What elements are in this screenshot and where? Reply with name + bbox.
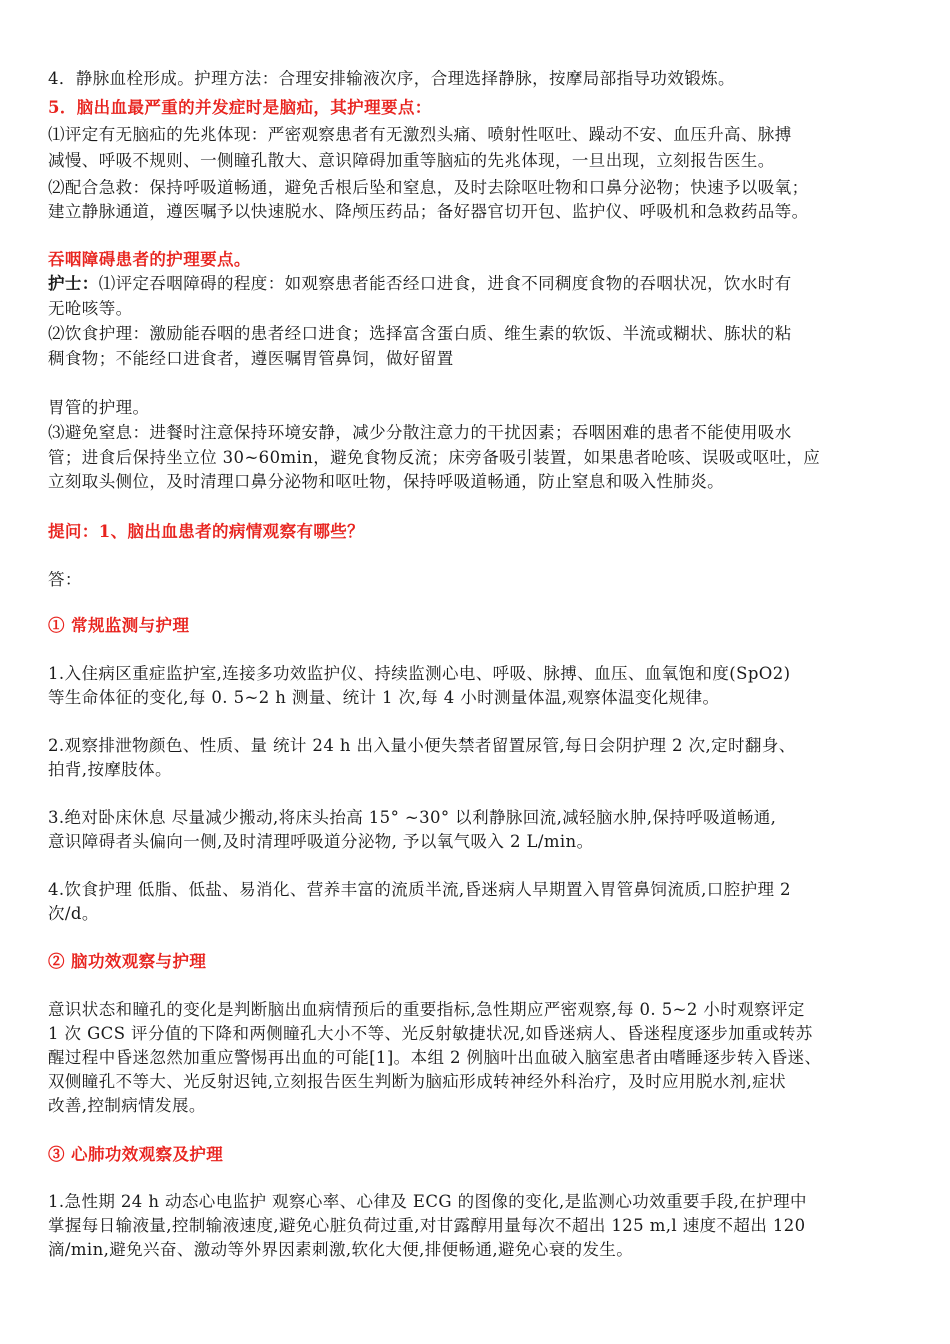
text-line: 减慢、呼吸不规则、一侧瞳孔散大、意识障碍加重等脑疝的先兆体现，一旦出现，立刻报告医生。 [48, 151, 775, 170]
text-line: 1.入住病区重症监护室,连接多功效监护仪、持续监测心电、呼吸、脉搏、血压、血氧饱和度(SpO2) [48, 664, 791, 683]
text-line: 意识障碍者头偏向一侧,及时清理呼吸道分泌物, 予以氧气吸入 2 L/min。 [48, 832, 594, 851]
text-line: ⑵配合急救：保持呼吸道畅通，避免舌根后坠和窒息，及时去除呕吐物和口鼻分泌物；快速予以吸氧； [48, 178, 809, 197]
text-line: 2.观察排泄物颜色、性质、量 统计 24 h 出入量小便失禁者留置尿管,每日会阴护理 2 次,定时翻身、 [48, 736, 796, 755]
text-line: ⑵饮食护理：激励能吞咽的患者经口进食；选择富含蛋白质、维生素的软饭、半流或糊状、胨状的粘 [48, 324, 792, 343]
text-line: 4．静脉血栓形成。护理方法：合理安排输液次序，合理选择静脉，按摩局部指导功效锻炼。 [48, 69, 735, 88]
text-line [48, 272, 792, 296]
text-line: ⑴评定有无脑疝的先兆体现：严密观察患者有无激烈头痛、喷射性呕吐、躁动不安、血压升高、脉搏 [48, 125, 792, 144]
answer-label: 答： [48, 570, 82, 589]
text-line: 醒过程中昏迷忽然加重应警惕再出血的可能[1]。本组 2 例脑叶出血破入脑室患者由嗜睡逐步转入昏迷、 [48, 1048, 822, 1067]
question-heading: 提问：1、脑出血患者的病情观察有哪些？ [48, 522, 365, 541]
section-heading-cerebral-hernia: 5．脑出血最严重的并发症时是脑疝，其护理要点： [48, 98, 432, 117]
nurse-label: 护士： [48, 274, 99, 293]
text-line: 4.饮食护理 低脂、低盐、易消化、营养丰富的流质半流,昏迷病人早期置入胃管鼻饲流质,口腔护理 2 [48, 880, 791, 899]
text-line: 滴/min,避免兴奋、激动等外界因素刺激,软化大便,排便畅通,避免心衰的发生。 [48, 1240, 634, 1259]
text-line: 改善,控制病情发展。 [48, 1096, 206, 1115]
section-heading-dysphagia: 吞咽障碍患者的护理要点。 [48, 250, 251, 269]
subsection-heading-routine-monitoring: ① 常规监测与护理 [48, 616, 190, 635]
text-line: 立刻取头侧位，及时清理口鼻分泌物和呕吐物，保持呼吸道畅通，防止窒息和吸入性肺炎。 [48, 472, 724, 491]
text-line: 1.急性期 24 h 动态心电监护 观察心率、心律及 ECG 的图像的变化,是监测心功效重要手段,在护理中 [48, 1192, 807, 1211]
text-line: 建立静脉通道，遵医嘱予以快速脱水、降颅压药品；备好器官切开包、监护仪、呼吸机和急救药品等。 [48, 202, 809, 221]
text-line: 掌握每日输液量,控制输液速度,避免心脏负荷过重,对甘露醇用量每次不超出 125 m,l 速度不超出 120 [48, 1216, 806, 1235]
text-line: 胃管的护理。 [48, 398, 150, 417]
text-segment: ⑴评定吞咽障碍的程度：如观察患者能否经口进食，进食不同稠度食物的吞咽状况，饮水时有 [98, 274, 792, 293]
text-line: 意识状态和瞳孔的变化是判断脑出血病情预后的重要指标,急性期应严密观察,每 0. 5~2 小时观察评定 [48, 1000, 805, 1019]
text-line: 1 次 GCS 评分值的下降和两侧瞳孔大小不等、光反射敏捷状况,如昏迷病人、昏迷程度逐步加重或转苏 [48, 1024, 813, 1043]
subsection-heading-brain-function: ② 脑功效观察与护理 [48, 952, 207, 971]
text-line: 次/d。 [48, 904, 99, 923]
text-line: 双侧瞳孔不等大、光反射迟钝,立刻报告医生判断为脑疝形成转神经外科治疗，及时应用脱水剂,症状 [48, 1072, 786, 1091]
text-line: ⑶避免窒息：进餐时注意保持环境安静，减少分散注意力的干扰因素；吞咽困难的患者不能使用吸水 [48, 423, 792, 442]
text-line: 稠食物；不能经口进食者，遵医嘱胃管鼻饲，做好留置 [48, 349, 454, 368]
text-line: 无呛咳等。 [48, 299, 133, 318]
text-line: 拍背,按摩肢体。 [48, 760, 172, 779]
subsection-heading-cardiopulmonary: ③ 心肺功效观察及护理 [48, 1145, 224, 1164]
text-line: 管；进食后保持坐立位 30~60min，避免食物反流；床旁备吸引装置，如果患者呛咳、误吸或呕吐，应 [48, 448, 821, 467]
text-line: 3.绝对卧床休息 尽量减少搬动,将床头抬高 15° ~30° 以利静脉回流,减轻脑水肿,保持呼吸道畅通, [48, 808, 777, 827]
text-line: 等生命体征的变化,每 0. 5~2 h 测量、统计 1 次,每 4 小时测量体温,观察体温变化规律。 [48, 688, 720, 707]
